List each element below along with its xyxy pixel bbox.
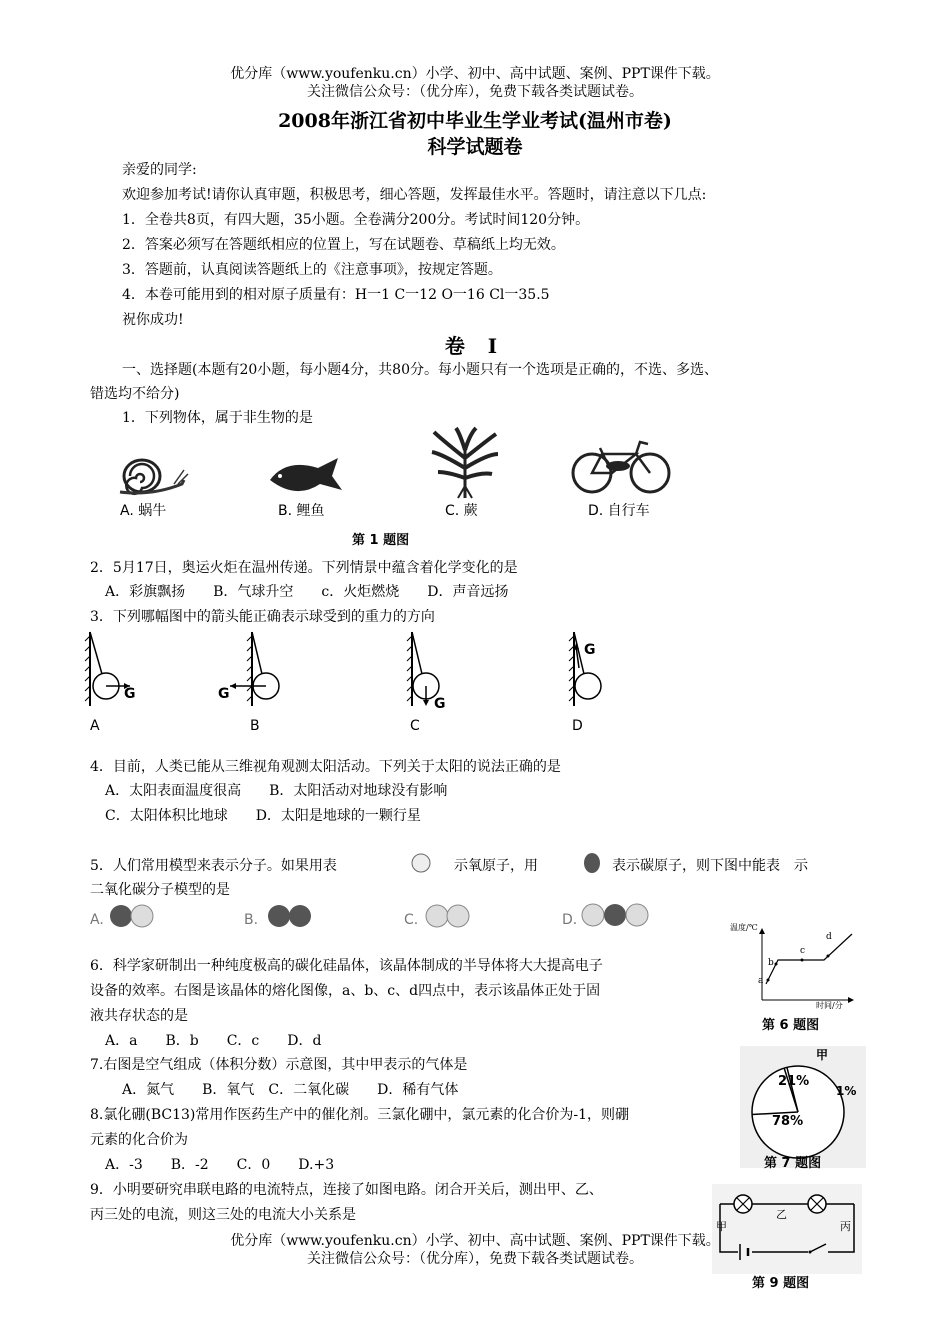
q4-options-1: A．太阳表面温度很高 B．太阳活动对地球没有影响 [105, 783, 448, 799]
section-desc-1: 一、选择题(本题有20小题，每小题4分，共80分。每小题只有一个选项是正确的，不选、多选、 [122, 362, 718, 378]
intro-greeting: 亲爱的同学: [122, 162, 197, 178]
q9-caption: 第 9 题图 [752, 1276, 810, 1291]
oxygen-atom-icon [410, 852, 432, 874]
exam-subtitle: 科学试题卷 [427, 136, 523, 158]
q9-text-1: 9．小明要研究串联电路的电流特点，连接了如图电路。闭合开关后，测出甲、乙、 [90, 1182, 603, 1198]
fern-icon [430, 428, 500, 500]
q9-label-bing: 丙 [840, 1220, 851, 1233]
q6-text-3: 液共存状态的是 [90, 1008, 188, 1024]
intro-closing: 祝你成功! [122, 312, 184, 328]
intro-item-4: 4．本卷可能用到的相对原子质量有：H一1 C一12 O一16 Cl一35.5 [122, 287, 550, 303]
q5-option-a: A. [90, 912, 104, 928]
q8-text-1: 8.氯化硼(BC13)常用作医药生产中的催化剂。三氯化硼中，氯元素的化合价为-1，则硼 [90, 1107, 629, 1123]
q6-text-2: 设备的效率。右图是该晶体的熔化图像，a、b、c、d四点中，表示该晶体正处于固 [90, 983, 601, 999]
q7-options: A．氮气 B．氧气 C．二氧化碳 D．稀有气体 [122, 1082, 459, 1098]
molecule-a-icon [108, 904, 158, 928]
q7-pie-chart [740, 1046, 866, 1168]
q2-stem: 2．5月17日，奥运火炬在温州传递。下列情景中蕴含着化学变化的是 [90, 560, 518, 576]
q3-force-c: G [434, 696, 446, 712]
site-header-line2: 关注微信公众号：（优分库），免费下载各类试题试卷。 [307, 84, 643, 100]
q7-pie-21: 21% [778, 1074, 810, 1089]
q6-x-label: 时间/分 [816, 1001, 843, 1010]
q6-point-d: d [826, 932, 832, 942]
intro-item-3: 3．答题前，认真阅读答题纸上的《注意事项》，按规定答题。 [122, 262, 502, 278]
q3-force-a: G [124, 686, 136, 702]
q3-label-b: B [250, 718, 260, 734]
q1-caption: 第 1 题图 [352, 533, 410, 548]
q3-force-d: G [584, 642, 596, 658]
q5-text-3: 表示碳原子，则下图中能表 示 [612, 858, 808, 874]
q7-pie-1: 1% [836, 1084, 857, 1098]
q1-option-d: D. 自行车 [588, 503, 650, 519]
snail-icon [112, 454, 192, 499]
molecule-b-icon [266, 904, 316, 928]
q3-label-c: C [410, 718, 420, 734]
q1-stem: 1．下列物体，属于非生物的是 [122, 410, 313, 426]
intro-item-2: 2．答案必须写在答题纸相应的位置上，写在试题卷、草稿纸上均无效。 [122, 237, 565, 253]
q9-label-yi: 乙 [776, 1208, 787, 1221]
exam-title: 2008年浙江省初中毕业生学业考试(温州市卷) [278, 110, 672, 132]
q3-diagram-d [566, 630, 626, 710]
site-header-line1: 优分库（www.youfenku.cn）小学、初中、高中试题、案例、PPT课件下载。 [230, 66, 720, 82]
q6-point-a: a [758, 976, 764, 986]
q6-options: A．a B．b C．c D．d [105, 1033, 322, 1049]
q7-stem: 7.右图是空气组成（体积分数）示意图，其中甲表示的气体是 [90, 1057, 468, 1073]
q6-point-c: c [800, 946, 806, 956]
q1-option-b: B. 鲤鱼 [278, 503, 325, 519]
q6-text-1: 6．科学家研制出一种纯度极高的碳化硅晶体，该晶体制成的半导体将大大提高电子 [90, 958, 603, 974]
q1-option-a: A. 蜗牛 [120, 503, 167, 519]
q5-text-2: 示氧原子，用 [454, 858, 538, 874]
carp-icon [266, 454, 346, 499]
q1-option-c: C. 蕨 [445, 503, 478, 519]
q3-diagram-b [226, 630, 286, 710]
intro-item-1: 1．全卷共8页，有四大题，35小题。全卷满分200分。考试时间120分钟。 [122, 212, 590, 228]
q2-options: A．彩旗飘扬 B．气球升空 c．火炬燃烧 D．声音远扬 [105, 584, 509, 600]
site-footer-line1: 优分库（www.youfenku.cn）小学、初中、高中试题、案例、PPT课件下载。 [230, 1233, 720, 1249]
q7-pie-label: 甲 [816, 1048, 829, 1062]
molecule-d-icon [580, 903, 652, 927]
q9-text-2: 丙三处的电流，则这三处的电流大小关系是 [90, 1207, 356, 1223]
q6-point-b: b [768, 958, 774, 968]
bicycle-icon [572, 440, 672, 495]
carbon-atom-icon [582, 852, 602, 874]
q5-option-c: C. [404, 912, 419, 928]
q4-stem: 4．目前，人类已能从三维视角观测太阳活动。下列关于太阳的说法正确的是 [90, 759, 561, 775]
q5-text-1: 5．人们常用模型来表示分子。如果用表 [90, 858, 337, 874]
q8-text-2: 元素的化合价为 [90, 1132, 188, 1148]
q3-force-b: G [218, 686, 230, 702]
intro-welcome: 欢迎参加考试!请你认真审题，积极思考，细心答题，发挥最佳水平。答题时，请注意以下几点: [122, 187, 707, 203]
section-title: 卷 I [444, 334, 506, 358]
site-footer-line2: 关注微信公众号：（优分库），免费下载各类试题试卷。 [307, 1251, 643, 1267]
q3-label-d: D [572, 718, 583, 734]
q9-label-jia: 甲 [716, 1220, 727, 1233]
q6-caption: 第 6 题图 [762, 1018, 820, 1033]
q8-options: A．-3 B．-2 C．0 D.+3 [105, 1157, 335, 1173]
q3-stem: 3．下列哪幅图中的箭头能正确表示球受到的重力的方向 [90, 609, 435, 625]
q5-option-b: B. [244, 912, 259, 928]
q4-options-2: C．太阳体积比地球 D．太阳是地球的一颗行星 [105, 808, 421, 824]
q6-melting-graph [728, 920, 858, 1012]
q5-text-4: 二氧化碳分子模型的是 [90, 882, 230, 898]
q6-y-label: 温度/℃ [730, 923, 758, 932]
q3-label-a: A [90, 718, 100, 734]
q7-pie-78: 78% [772, 1114, 804, 1129]
q5-option-d: D. [562, 912, 578, 928]
molecule-c-icon [424, 904, 474, 928]
q7-caption: 第 7 题图 [764, 1156, 822, 1171]
section-desc-2: 错选均不给分) [90, 386, 180, 402]
